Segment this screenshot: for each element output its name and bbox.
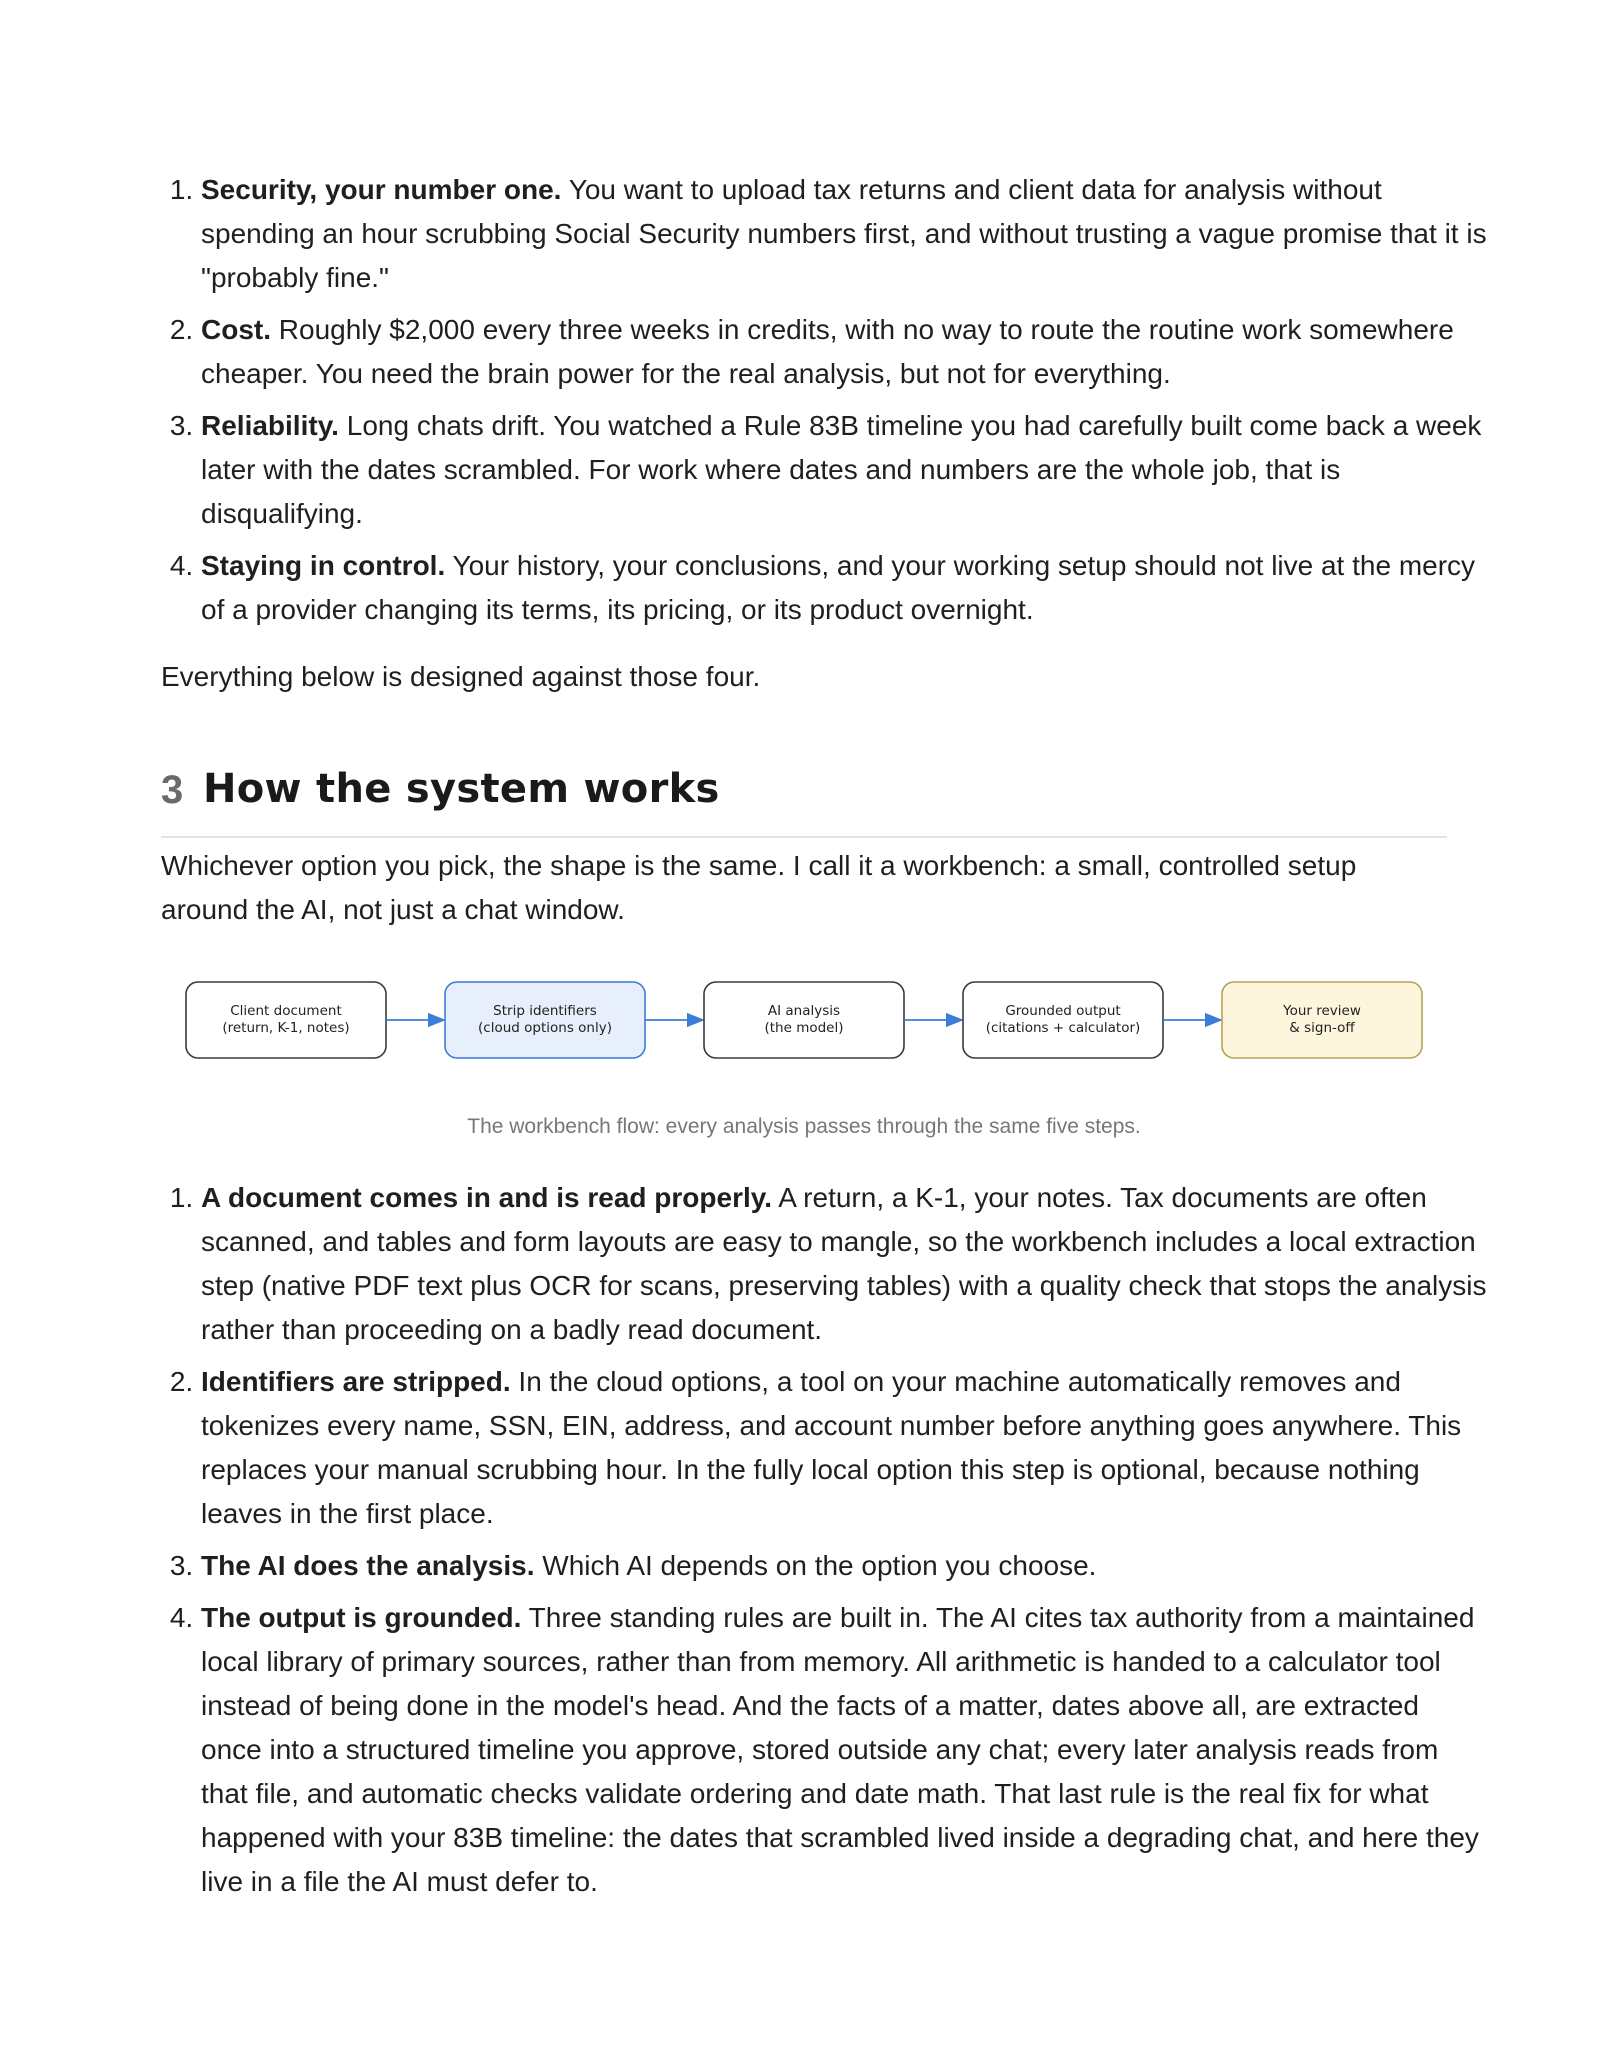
flow-step-subtitle: (citations + calculator) (985, 1020, 1141, 1036)
item-label: The output is grounded. (201, 1602, 522, 1633)
flow-step-box (445, 982, 645, 1058)
item-text: Your history, your conclusions, and your working setup should not live at the mercy of a provider changing its terms, its pricing, or its product overnight. (201, 550, 1476, 625)
item-text: Roughly $2,000 every three weeks in credits, with no way to route the routine work somewhere cheaper. You need the brain power for the real analysis, but not for everything. (201, 314, 1454, 389)
item-label: Staying in control. (201, 550, 446, 581)
flow-step-title: Client document (230, 1003, 342, 1019)
item-text: In the cloud options, a tool on your machine automatically removes and tokenizes every name, SSN, EIN, address, and account number before anything goes anywhere. This replaces your manual scrubbing hour. In the fully local option this step is optional, because nothing leaves in the first place. (201, 1366, 1462, 1529)
item-label: Cost. (201, 314, 271, 345)
list-item (201, 1176, 1487, 1352)
flow-step-title: Grounded output (1005, 1003, 1121, 1019)
item-text: You want to upload tax returns and client data for analysis without spending an hour scrubbing Social Security numbers first, and without trusting a vague promise that it is "probably fine." (201, 174, 1487, 293)
item-label: A document comes in and is read properly. (201, 1182, 773, 1213)
flow-step-box (704, 982, 904, 1058)
section-title: How the system works (203, 766, 720, 812)
flow-step-title: Your review (1283, 1003, 1361, 1019)
item-text: Long chats drift. You watched a Rule 83B timeline you had carefully built come back a week later with the dates scrambled. For work where dates and numbers are the whole job, that is disqualifying. (201, 410, 1482, 529)
flow-step-subtitle: & sign-off (1289, 1020, 1355, 1036)
item-text: Three standing rules are built in. The AI cites tax authority from a maintained local library of primary sources, rather than from memory. All arithmetic is handed to a calculator tool instead of being done in the model's head. And the facts of a matter, dates above all, are extracted once into a structured timeline you approve, stored outside any chat; every later analysis reads from that file, and automatic checks validate ordering and date math. That last rule is the real fix for what happened with your 83B timeline: the dates that scrambled lived inside a degrading chat, and here they live in a file the AI must defer to. (201, 1602, 1479, 1897)
priorities-list (161, 168, 1487, 640)
item-label: Identifiers are stripped. (201, 1366, 511, 1397)
flow-step-subtitle: (the model) (764, 1020, 844, 1036)
list-item (201, 168, 1487, 300)
flow-step-subtitle: (return, K-1, notes) (222, 1020, 350, 1036)
flow-svg (185, 980, 1425, 1060)
item-text: A return, a K-1, your notes. Tax documents are often scanned, and tables and form layouts are easy to mangle, so the workbench includes a local extraction step (native PDF text plus OCR for scans, preserving tables) with a quality check that stops the analysis rather than proceeding on a badly read document. (201, 1182, 1487, 1345)
list-item (201, 1544, 1487, 1588)
list-item (201, 1596, 1487, 1904)
section-number: 3 (161, 768, 184, 812)
list-item (201, 308, 1487, 396)
list-item (201, 1360, 1487, 1536)
item-text: Which AI depends on the option you choose. (534, 1550, 1097, 1581)
flow-step-box (186, 982, 386, 1058)
summary-paragraph: Everything below is designed against those four. (161, 661, 761, 692)
item-label: The AI does the analysis. (201, 1550, 535, 1581)
flow-step-box (1222, 982, 1422, 1058)
flow-step-title: AI analysis (767, 1003, 841, 1019)
workbench-steps-list (161, 1176, 1487, 1912)
item-label: Reliability. (201, 410, 339, 441)
flow-step-subtitle: (cloud options only) (478, 1020, 612, 1036)
intro-paragraph: Whichever option you pick, the shape is the same. I call it a workbench: a small, controlled setup around the AI, not just a chat window. (161, 850, 1357, 925)
workbench-flow-diagram (185, 980, 1425, 1060)
section-heading (161, 760, 1447, 838)
list-item (201, 404, 1487, 536)
flow-step-box (963, 982, 1163, 1058)
list-item (201, 544, 1487, 632)
figure-caption: The workbench flow: every analysis passes through the same five steps. (467, 1115, 1141, 1138)
item-label: Security, your number one. (201, 174, 562, 205)
flow-step-title: Strip identifiers (493, 1003, 597, 1019)
